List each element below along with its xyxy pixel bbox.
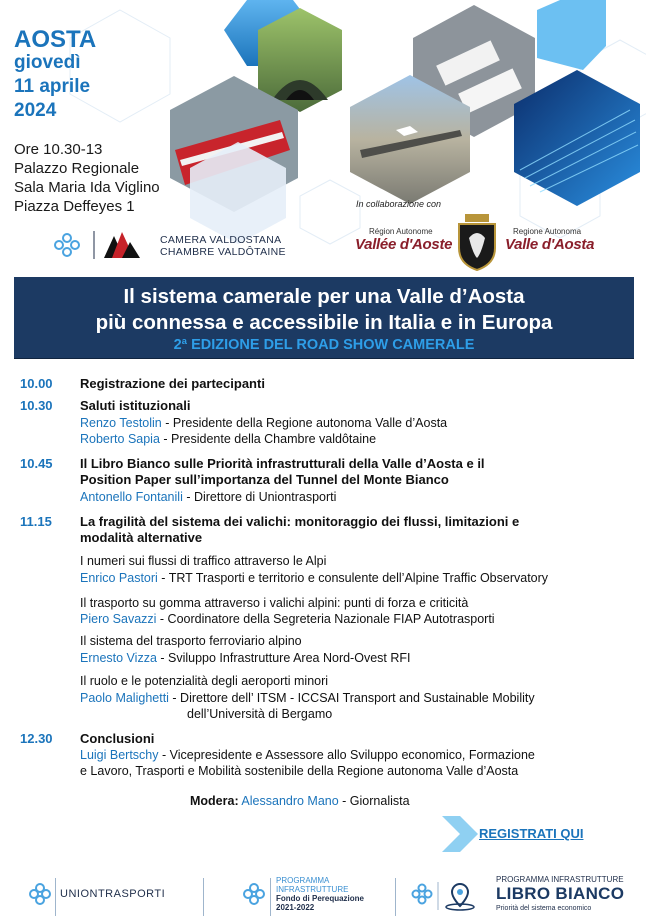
footer-divider xyxy=(395,878,396,916)
speaker-name: Paolo Malighetti xyxy=(80,691,169,705)
agenda-time-5: 12.30 xyxy=(20,731,53,746)
footer-lb-small: PROGRAMMA INFRASTRUTTURE xyxy=(496,875,624,884)
camera-name-fr: CHAMBRE VALDÔTAINE xyxy=(160,246,286,258)
event-title-line1: Il sistema camerale per una Valle d’Aosta xyxy=(123,285,525,308)
speaker-name: Luigi Bertschy xyxy=(80,748,159,762)
footer-divider xyxy=(55,878,56,916)
venue-time: Ore 10.30-13 xyxy=(14,141,103,158)
uniontrasporti-logo-icon xyxy=(26,880,54,908)
footer-prog-l4: 2021-2022 xyxy=(276,903,315,912)
speaker-role: - Direttore di Uniontrasporti xyxy=(182,490,337,504)
agenda-speaker-row xyxy=(80,747,620,763)
moderator-line xyxy=(190,794,410,808)
event-day: giovedì xyxy=(14,52,81,73)
speaker-role: - Coordinatore della Segreteria Nazionale FIAP Autotrasporti xyxy=(156,612,495,626)
speaker-role: - Direttore dell’ ITSM - ICCSAI Transport and Sustainable Mobility xyxy=(168,691,535,705)
agenda-time-1: 10.00 xyxy=(20,376,53,391)
speaker-name: Roberto Sapia xyxy=(80,432,160,446)
agenda-title-4-line2: modalità alternative xyxy=(80,530,203,545)
speaker-name: Ernesto Vizza xyxy=(80,651,157,665)
agenda-title-1: Registrazione dei partecipanti xyxy=(80,376,265,391)
agenda-title-3-line1: Il Libro Bianco sulle Priorità infrastrutturali della Valle d’Aosta e il xyxy=(80,456,485,471)
venue-building: Palazzo Regionale xyxy=(14,160,140,177)
libro-bianco-logo-icon xyxy=(410,880,488,912)
footer-prog-l1: PROGRAMMA xyxy=(276,876,330,885)
speaker-role-cont: e Lavoro, Trasporti e Mobilità sostenibile della Regione autonoma Valle d’Aosta xyxy=(80,764,519,778)
agenda-speaker-row xyxy=(80,650,620,666)
title-banner xyxy=(14,277,634,359)
footer-prog-l2: INFRASTRUTTURE xyxy=(276,885,349,894)
speaker-role: - Presidente della Regione autonoma Valle d’Aosta xyxy=(161,416,448,430)
talk-topic: I numeri sui flussi di traffico attraverso le Alpi xyxy=(80,554,327,568)
arrow-right-icon[interactable] xyxy=(440,814,480,854)
region-fr-small: Région Autonome xyxy=(369,227,433,236)
region-it-small: Regione Autonoma xyxy=(513,227,582,236)
event-subtitle: 2ª EDIZIONE DEL ROAD SHOW CAMERALE xyxy=(173,337,475,353)
speaker-name: Renzo Testolin xyxy=(80,416,162,430)
footer-uniontrasporti: UNIONTRASPORTI xyxy=(60,888,166,900)
moderator-label: Modera: xyxy=(190,794,239,808)
agenda-title-5: Conclusioni xyxy=(80,731,155,746)
region-fr-big: Vallée d'Aoste xyxy=(355,236,453,253)
footer-divider xyxy=(203,878,204,916)
moderator-role: - Giornalista xyxy=(338,794,410,808)
speaker-role: - Vicepresidente e Assessore allo Sviluppo economico, Formazione xyxy=(158,748,535,762)
agenda-speaker-row xyxy=(80,611,620,627)
programma-logo-icon xyxy=(240,880,268,908)
camera-name-it: CAMERA VALDOSTANA xyxy=(160,234,282,246)
region-coat-of-arms-icon xyxy=(455,214,499,272)
agenda-speaker-row xyxy=(80,690,620,706)
event-year: 2024 xyxy=(14,100,57,121)
footer-divider xyxy=(270,878,271,916)
agenda-speaker-row xyxy=(80,570,620,586)
register-link[interactable]: REGISTRATI QUI xyxy=(479,826,584,841)
camera-valdostana-logo xyxy=(50,228,290,262)
speaker-name: Enrico Pastori xyxy=(80,571,158,585)
footer-lb-tag: Priorità del sistema economico xyxy=(496,905,592,912)
agenda-speaker-row xyxy=(80,431,620,447)
region-it-big: Valle d'Aosta xyxy=(505,236,595,253)
talk-topic: Il sistema del trasporto ferroviario alpino xyxy=(80,634,302,648)
region-logo xyxy=(355,210,595,272)
agenda-time-4: 11.15 xyxy=(20,514,52,529)
venue-address: Piazza Deffeyes 1 xyxy=(14,198,135,215)
speaker-role: - Presidente della Chambre valdôtaine xyxy=(159,432,377,446)
footer-prog-l3: Fondo di Perequazione xyxy=(276,894,365,903)
talk-topic: Il ruolo e le potenzialità degli aeroporti minori xyxy=(80,674,329,688)
talk-topic: Il trasporto su gomma attraverso i valichi alpini: punti di forza e criticità xyxy=(80,596,469,610)
collaboration-label: In collaborazione con xyxy=(356,199,442,209)
agenda-title-3-line2: Position Paper sull’importanza del Tunnel del Monte Bianco xyxy=(80,472,449,487)
agenda-title-2: Saluti istituzionali xyxy=(80,398,191,413)
moderator-name: Alessandro Mano xyxy=(241,794,339,808)
hex-blue-right xyxy=(537,0,606,70)
footer-lb-big: LIBRO BIANCO xyxy=(496,884,625,903)
agenda-time-3: 10.45 xyxy=(20,456,53,471)
venue-room: Sala Maria Ida Viglino xyxy=(14,179,160,196)
speaker-name: Piero Savazzi xyxy=(80,612,157,626)
event-date: 11 aprile xyxy=(14,76,91,97)
agenda-time-2: 10.30 xyxy=(20,398,53,413)
agenda-title-4-line1: La fragilità del sistema dei valichi: monitoraggio dei flussi, limitazioni e xyxy=(80,514,520,529)
camera-logo-mark-icon xyxy=(50,228,155,262)
speaker-role-cont: dell’Università di Bergamo xyxy=(187,707,333,721)
speaker-name: Antonello Fontanili xyxy=(80,490,183,504)
speaker-role: - TRT Trasporti e territorio e consulente dell’Alpine Traffic Observatory xyxy=(157,571,549,585)
agenda-speaker-row xyxy=(80,489,620,505)
speaker-role: - Sviluppo Infrastrutture Area Nord-Ovest RFI xyxy=(156,651,411,665)
event-title-line2: più connessa e accessibile in Italia e in Europa xyxy=(95,311,553,334)
event-city: AOSTA xyxy=(14,26,97,53)
agenda-speaker-row xyxy=(80,415,620,431)
